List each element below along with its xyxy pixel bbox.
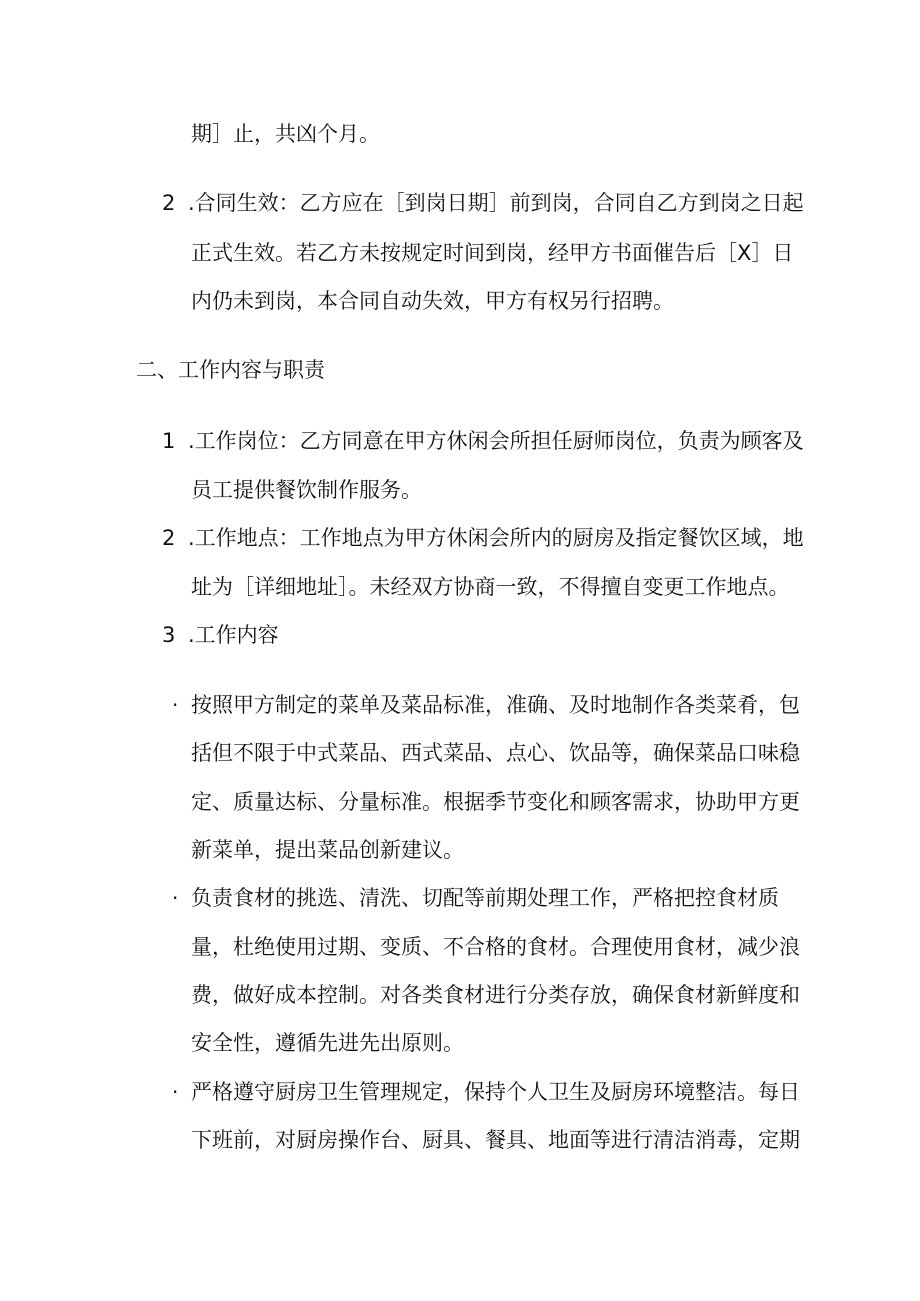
bullet-marker: ·: [172, 1080, 179, 1104]
item-number: 1: [162, 429, 176, 453]
text-line: 严格遵守厨房卫生管理规定，保持个人卫生及厨房环境整洁。每日: [191, 1080, 800, 1104]
text-line: .合同生效：乙方应在［到岗日期］前到岗，合同自乙方到岗之日起: [188, 191, 804, 215]
text-line: 内仍未到岗，本合同自动失效，甲方有权另行招聘。: [191, 289, 674, 313]
text-line: 正式生效。若乙方未按规定时间到岗，经甲方书面催告后［X］日: [191, 241, 794, 265]
text-line: 址为［详细地址］。未经双方协商一致，不得擅自变更工作地点。: [191, 575, 790, 599]
text-line: 费，做好成本控制。对各类食材进行分类存放，确保食材新鲜度和: [191, 983, 800, 1007]
text-line: .工作内容: [188, 623, 279, 647]
text-line: 新菜单，提出菜品创新建议。: [191, 838, 464, 862]
bullet-marker: ·: [172, 886, 179, 910]
item-number: 3: [162, 623, 176, 647]
bullet-marker: ·: [172, 693, 179, 717]
text-line: 下班前，对厨房操作台、厨具、餐具、地面等进行清洁消毒，定期: [191, 1128, 800, 1152]
text-line: 安全性，遵循先进先出原则。: [191, 1031, 464, 1055]
section-heading: 二、工作内容与职责: [136, 358, 325, 382]
item-number: 2: [162, 191, 176, 215]
text-line: 期］止，共凶个月。: [191, 122, 380, 146]
text-line: 负责食材的挑选、清洗、切配等前期处理工作，严格把控食材质: [191, 886, 779, 910]
text-line: .工作地点：工作地点为甲方休闲会所内的厨房及指定餐饮区域，地: [188, 526, 804, 550]
item-number: 2: [162, 526, 176, 550]
text-line: 定、质量达标、分量标准。根据季节变化和顾客需求，协助甲方更: [191, 790, 800, 814]
text-line: 员工提供餐饮制作服务。: [191, 478, 422, 502]
text-line: 按照甲方制定的菜单及菜品标准，准确、及时地制作各类菜肴，包: [191, 693, 800, 717]
text-line: 括但不限于中式菜品、西式菜品、点心、饮品等，确保菜品口味稳: [191, 741, 800, 765]
text-line: 量，杜绝使用过期、变质、不合格的食材。合理使用食材，减少浪: [191, 935, 800, 959]
text-line: .工作岗位：乙方同意在甲方休闲会所担任厨师岗位，负责为顾客及: [188, 429, 804, 453]
